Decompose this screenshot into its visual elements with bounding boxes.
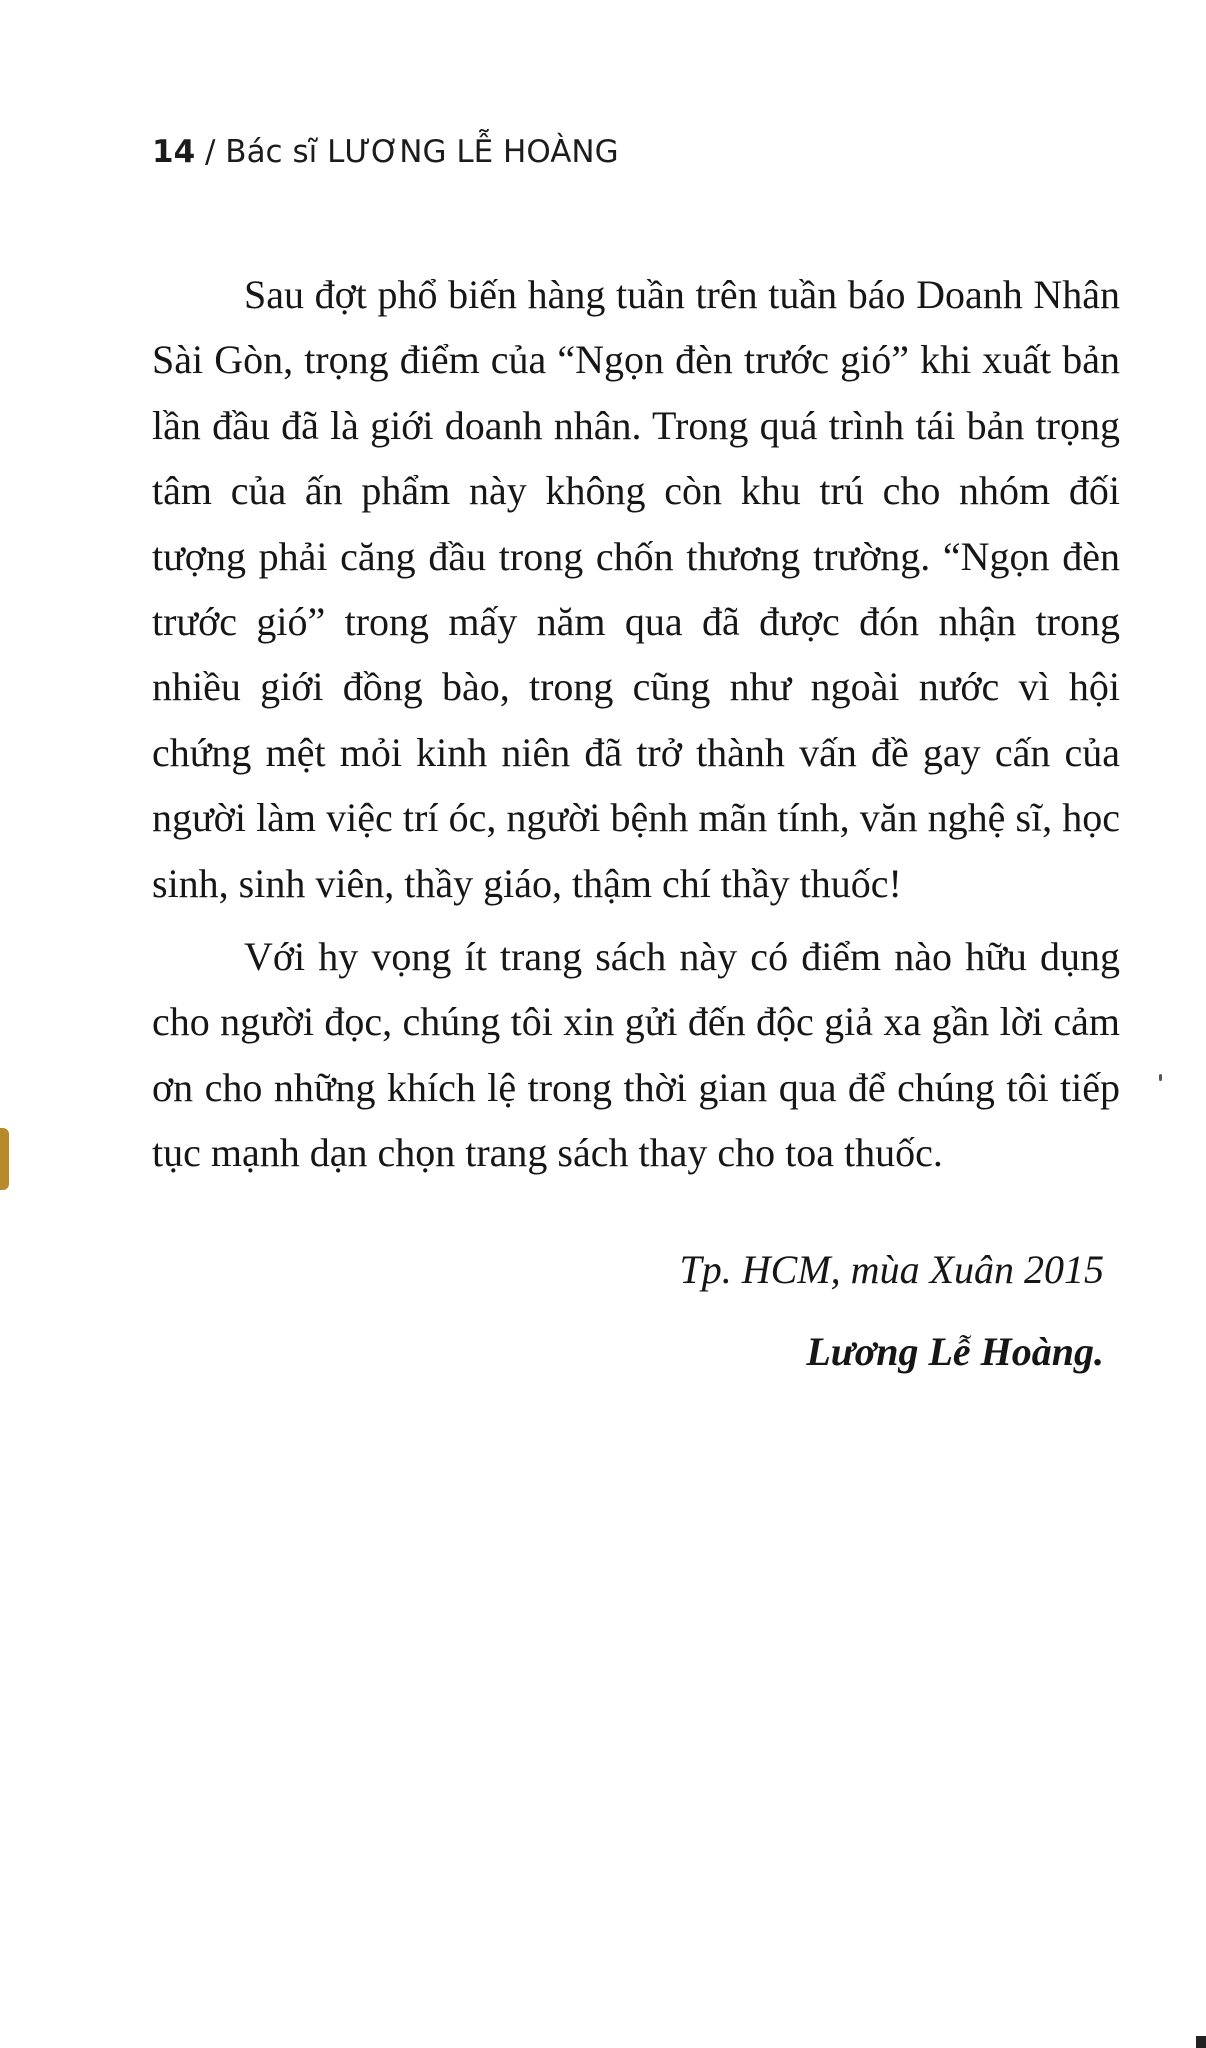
page-number: 14 <box>152 134 196 170</box>
scan-corner-mark <box>1196 2036 1206 2048</box>
signature-place-date: Tp. HCM, mùa Xuân 2015 <box>679 1247 1104 1292</box>
page-edge-mark <box>0 1128 9 1190</box>
signature-author: Lương Lễ Hoàng. <box>806 1329 1104 1374</box>
running-header <box>152 132 619 172</box>
paragraph-2: Với hy vọng ít trang sách này có điểm nào hữu dụng cho người đọc, chúng tôi xin gửi đến độc giả xa gần lời cảm ơn cho những khích lệ trong thời gian qua để chúng tôi tiếp tục mạnh dạn chọn trang sách thay cho toa thuốc. <box>152 934 1120 1176</box>
header-separator: / <box>195 134 226 170</box>
scan-speck <box>1159 1074 1162 1081</box>
running-title: Bác sĩ LƯƠNG LỄ HOÀNG <box>225 134 619 170</box>
paragraph-1: Sau đợt phổ biến hàng tuần trên tuần báo Doanh Nhân Sài Gòn, trọng điểm của “Ngọn đèn trước gió” khi xuất bản lần đầu đã là giới doanh nhân. Trong quá trình tái bản trọng tâm của ấn phẩm này không còn khu trú cho nhóm đối tượng phải căng đầu trong chốn thương trường. “Ngọn đèn trước gió” trong mấy năm qua đã được đón nhận trong nhiều giới đồng bào, trong cũng như ngoài nước vì hội chứng mệt mỏi kinh niên đã trở thành vấn đề gay cấn của người làm việc trí óc, người bệnh mãn tính, văn nghệ sĩ, học sinh, sinh viên, thầy giáo, thậm chí thầy thuốc! <box>152 272 1120 906</box>
body-text <box>152 262 1120 1186</box>
